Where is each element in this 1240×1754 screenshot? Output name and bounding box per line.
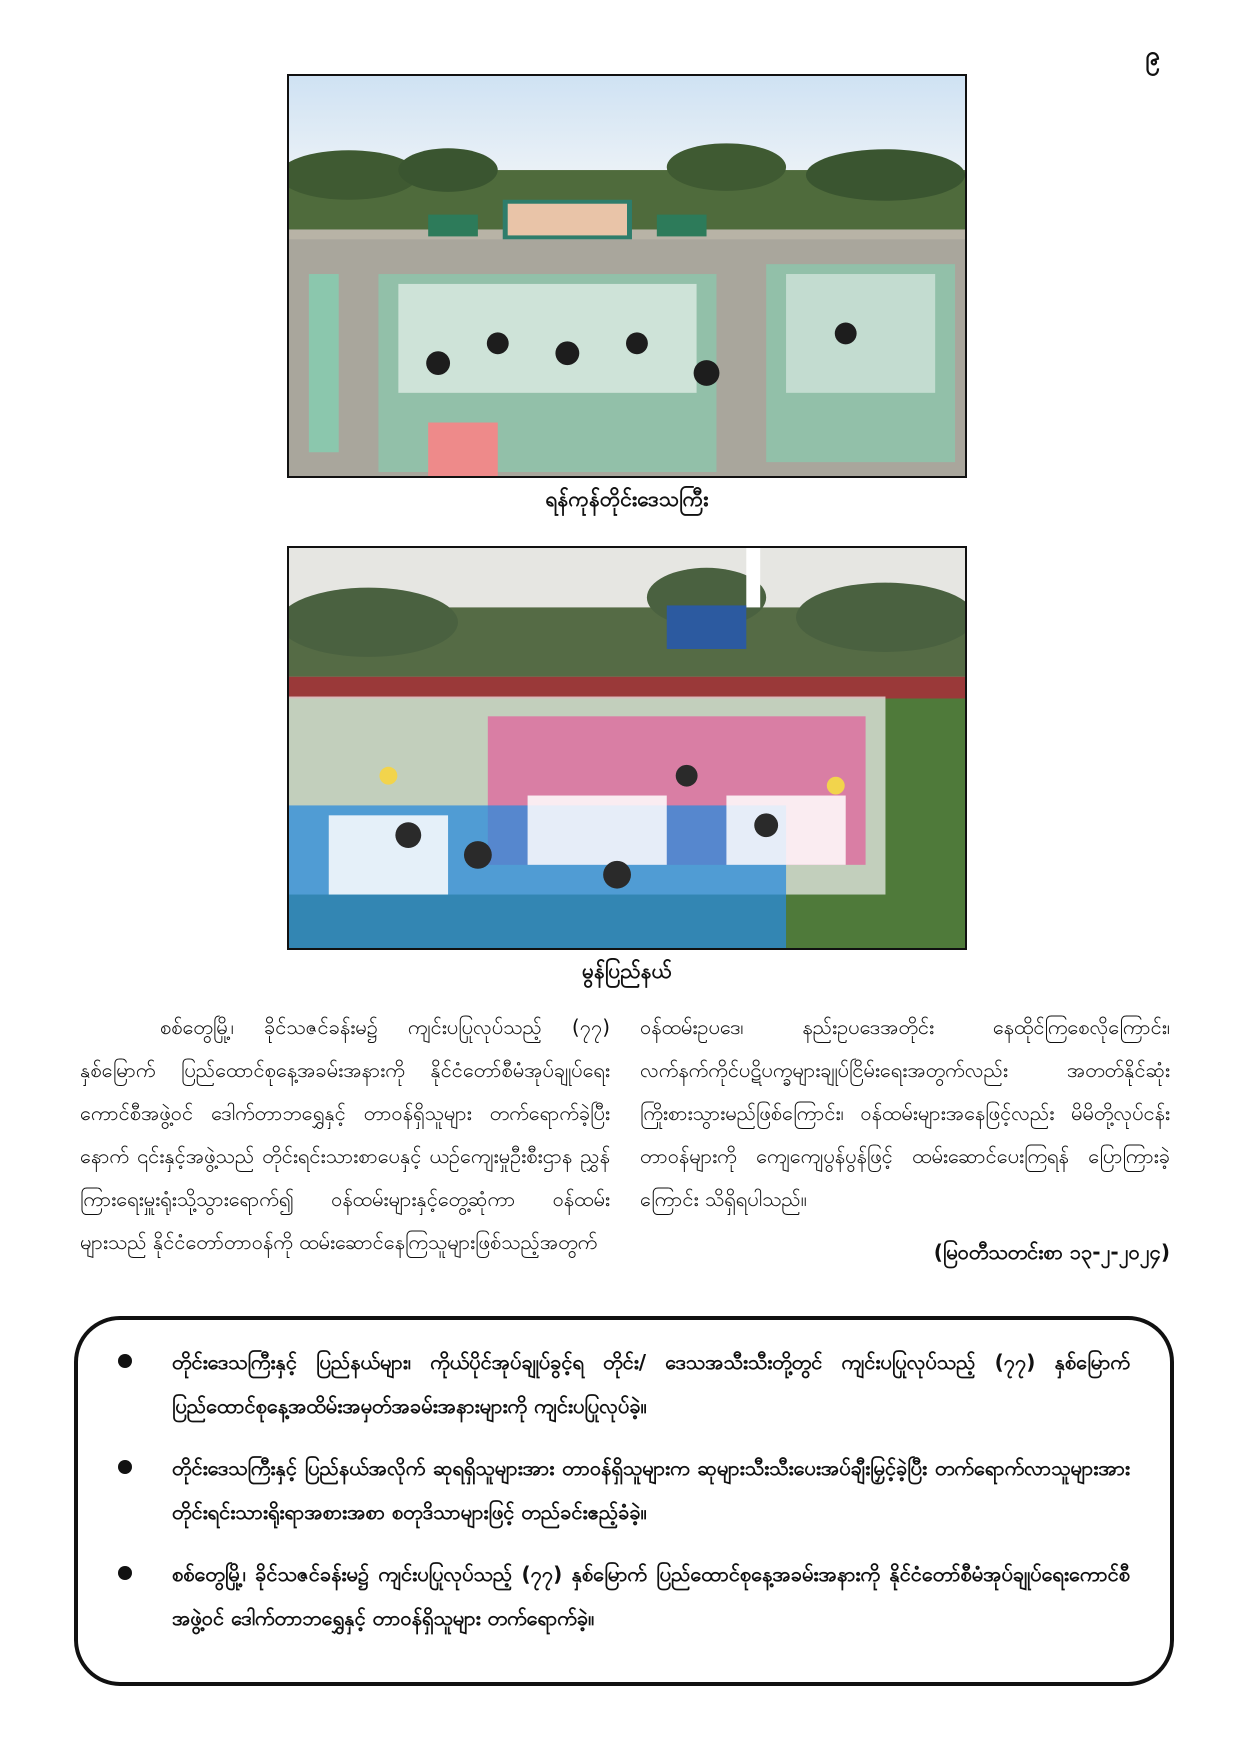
photo-yangon-ceremony bbox=[287, 74, 967, 478]
article-paragraph: စစ်တွေမြို့၊ ခိုင်သဇင်ခန်းမ၌ ကျင်းပပြုလုပ်သည့် (၇၇) နှစ်မြောက် ပြည်ထောင်စုနေ့အခမ်းအနားကို နိုင်ငံတော်စီမံအုပ်ချုပ်ရေးကောင်စီအဖွဲ့ဝင် ဒေါက်တာဘရွှေနှင့် တာဝန်ရှိသူများ တက်ရောက်ခဲ့ပြီးနောက် ၎င်းနှင့်အဖွဲ့သည် တိုင်းရင်းသားစာပေနှင့် ယဉ်ကျေးမှုဦးစီးဌာန ညွှန်ကြားရေးမှူးရုံးသို့သွားရောက်၍ ဝန်ထမ်းများနှင့်တွေ့ဆုံကာ ဝန်ထမ်းများသည် နိုင်ငံတော်တာဝန်ကို ထမ်းဆောင်နေကြသူများဖြစ်သည့်အတွက် bbox=[80, 1015, 610, 1254]
bullet-icon bbox=[118, 1566, 132, 1580]
article-paragraph-continued: ဝန်ထမ်းဥပဒေ၊ နည်းဥပဒေအတိုင်း နေထိုင်ကြစေလိုကြောင်း၊ လက်နက်ကိုင်ပဋိပက္ခများချုပ်ငြိမ်းရေးအတွက်လည်း အတတ်နိုင်ဆုံး ကြိုးစားသွားမည်ဖြစ်ကြောင်း၊ ဝန်ထမ်းများအနေဖြင့်လည်း မိမိတို့လုပ်ငန်းတာဝန်များကို ကျေကျေပွန်ပွန်ဖြင့် ထမ်းဆောင်ပေးကြရန် ပြောကြားခဲ့ကြောင်း သိရှိရပါသည်။ bbox=[640, 1015, 1170, 1211]
summary-text: တိုင်းဒေသကြီးနှင့် ပြည်နယ်အလိုက် ဆုရရှိသူများအား တာဝန်ရှိသူများက ဆုများသီးသီးပေးအပ်ချီးမြှင့်ခဲ့ပြီး တက်ရောက်လာသူများအား တိုင်းရင်းသားရိုးရာအစားအစာ စတုဒိသာများဖြင့် တည်ခင်းဧည့်ခံခဲ့။ bbox=[172, 1456, 1130, 1524]
summary-item bbox=[118, 1552, 1130, 1640]
bullet-icon bbox=[118, 1460, 132, 1474]
page-number: ၉ bbox=[1145, 41, 1160, 71]
article-left-column bbox=[80, 1006, 610, 1264]
summary-item bbox=[118, 1340, 1130, 1428]
article-source: (မြဝတီသတင်းစာ ၁၃-၂-၂၀၂၄) bbox=[933, 1240, 1170, 1264]
photo-caption-mon: မွန်ပြည်နယ် bbox=[582, 959, 672, 983]
summary-text: စစ်တွေမြို့၊ ခိုင်သဇင်ခန်းမ၌ ကျင်းပပြုလုပ်သည့် (၇၇) နှစ်မြောက် ပြည်ထောင်စုနေ့အခမ်းအနားကို နိုင်ငံတော်စီမံအုပ်ချုပ်ရေးကောင်စီအဖွဲ့ဝင် ဒေါက်တာဘရွှေနှင့် တာဝန်ရှိသူများ တက်ရောက်ခဲ့။ bbox=[172, 1562, 1130, 1630]
photo-caption-yangon: ရန်ကုန်တိုင်းဒေသကြီး bbox=[545, 487, 709, 511]
photo-mon-ceremony bbox=[287, 546, 967, 950]
bullet-icon bbox=[118, 1354, 132, 1368]
article-right-column bbox=[640, 1006, 1170, 1274]
summary-box bbox=[74, 1316, 1174, 1686]
summary-text: တိုင်းဒေသကြီးနှင့် ပြည်နယ်များ၊ ကိုယ်ပိုင်အုပ်ချုပ်ခွင့်ရ တိုင်း/ ဒေသအသီးသီးတို့တွင် ကျင်းပပြုလုပ်သည့် (၇၇) နှစ်မြောက် ပြည်ထောင်စုနေ့အထိမ်းအမှတ်အခမ်းအနားများကို ကျင်းပပြုလုပ်ခဲ့။ bbox=[172, 1350, 1130, 1418]
summary-item bbox=[118, 1446, 1130, 1534]
summary-list bbox=[118, 1340, 1130, 1640]
